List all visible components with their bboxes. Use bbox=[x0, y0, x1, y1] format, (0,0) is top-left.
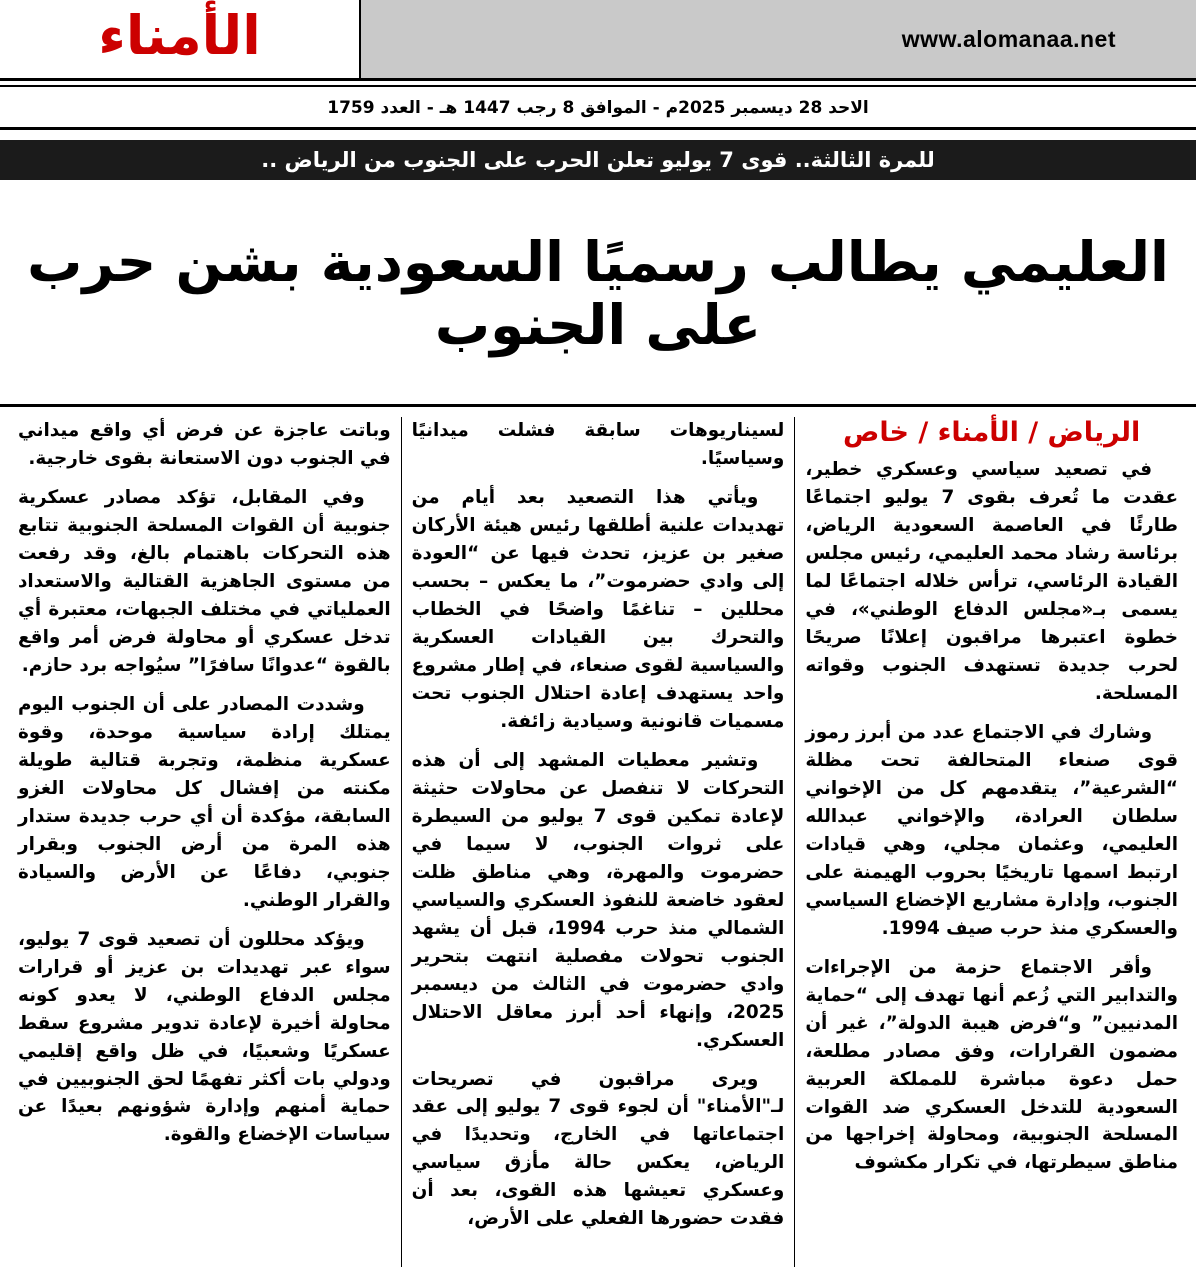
newspaper-logo: الأمناء bbox=[98, 4, 261, 67]
paragraph: وشددت المصادر على أن الجنوب اليوم يمتلك إرادة سياسية موحدة، وقوة عسكرية منظمة، وتجربة قتالية طويلة مكنته من إفشال كل محاولات الغزو السابقة، مؤكدة أن أي حرب جديدة ستدار هذه المرة من أرض الجنوب وبقرار جنوبي، دفاعًا عن الأرض والسيادة والقرار الوطني. bbox=[17, 693, 391, 911]
paragraph: ويؤكد محللون أن تصعيد قوى 7 يوليو، سواء عبر تهديدات بن عزيز أو قرارات مجلس الدفاع الوطني، لا يعدو كونه محاولة أخيرة لإعادة تدوير مشروع سقط عسكريًا وشعبيًا، في ظل واقع إقليمي ودولي بات أكثر تفهمًا لحق الجنوبيين في حماية أمنهم وإدارة شؤونهم بعيدًا عن سياسات الإخضاع والقوة. bbox=[17, 928, 391, 1146]
dateline-rule bbox=[0, 127, 1196, 130]
masthead-logo-area bbox=[0, 0, 359, 78]
column-middle bbox=[402, 417, 795, 1267]
page-title: العليمي يطالب رسميًا السعودية بشن حرب على الجنوب bbox=[27, 229, 1169, 358]
paragraph: وفي المقابل، تؤكد مصادر عسكرية جنوبية أن القوات المسلحة الجنوبية تتابع هذه التحركات باهتمام بالغ، وقد رفعت من مستوى الجاهزية القتالية والاستعداد العملياتي في مختلف الجبهات، معتبرة أي تدخل عسكري أو محاولة فرض أمر واقع بالقوة “عدوانًا سافرًا” سيُواجه برد حازم. bbox=[17, 487, 391, 676]
paragraph: ويأتي هذا التصعيد بعد أيام من تهديدات علنية أطلقها رئيس هيئة الأركان صغير بن عزيز، تحدث فيها عن “العودة إلى وادي حضرموت”، ما يعكس – بحسب محللين – تناغمًا واضحًا في الخطاب والتحرك بين القيادات العسكرية والسياسية لقوى صنعاء، في إطار مشروع واحد يستهدف إعادة احتلال الجنوب تحت مسميات قانونية وسيادية زائفة. bbox=[411, 487, 785, 732]
paragraph: في تصعيد سياسي وعسكري خطير، عقدت ما تُعرف بقوى 7 يوليو اجتماعًا طارئًا في العاصمة السعودية الرياض، برئاسة رشاد محمد العليمي، رئيس مجلس القيادة الرئاسي، ترأس خلاله اجتماعًا لما يسمى بـ«مجلس الدفاع الوطني»، في خطوة اعتبرها مراقبون إعلانًا صريحًا لحرب جديدة تستهدف الجنوب وقواته المسلحة. bbox=[805, 459, 1179, 704]
paragraph: وباتت عاجزة عن فرض أي واقع ميداني في الجنوب دون الاستعانة بقوى خارجية. bbox=[17, 420, 391, 470]
dateline: الاحد 28 ديسمبر 2025م - الموافق 8 رجب 1447 هـ - العدد 1759 bbox=[327, 98, 869, 118]
masthead bbox=[0, 0, 1196, 81]
column-right bbox=[795, 417, 1188, 1267]
masthead-url-band bbox=[359, 0, 1196, 78]
paragraph: وتشير معطيات المشهد إلى أن هذه التحركات لا تنفصل عن محاولات حثيثة لإعادة تمكين قوى 7 يوليو من السيطرة على ثروات الجنوب، لا سيما في حضرموت والمهرة، وهي مناطق ظلت لعقود خاضعة للنفوذ العسكري والسياسي الشمالي منذ حرب 1994، قبل أن يشهد الجنوب تحولات مفصلية انتهت بتحرير وادي حضرموت في الثالث من ديسمبر 2025، وإنهاء أحد أبرز معاقل الاحتلال العسكري. bbox=[411, 749, 785, 1051]
paragraph: ويرى مراقبون في تصريحات لـ"الأمناء" أن لجوء قوى 7 يوليو إلى عقد اجتماعاتها في الخارج، وتحديدًا في الرياض، يعكس حالة مأزق سياسي وعسكري تعيشها هذه القوى، بعد أن فقدت حضورها الفعلي على الأرض، bbox=[411, 1068, 785, 1230]
column-left bbox=[8, 417, 401, 1267]
kicker-bar: للمرة الثالثة.. قوى 7 يوليو تعلن الحرب على الجنوب من الرياض .. bbox=[0, 140, 1196, 180]
paragraph: وأقر الاجتماع حزمة من الإجراءات والتدابير التي زُعم أنها تهدف إلى “حماية المدنيين” و“فرض هيبة الدولة”، غير أن مضمون القرارات، وفق مصادر مطلعة، حمل دعوة مباشرة للمملكة العربية السعودية للتدخل العسكري ضد القوات المسلحة الجنوبية، ومحاولة إخراجها من مناطق سيطرتها، في تكرار مكشوف bbox=[805, 956, 1178, 1174]
article-body bbox=[0, 407, 1196, 1267]
paragraph: وشارك في الاجتماع عدد من أبرز رموز قوى صنعاء المتحالفة تحت مظلة “الشرعية”، يتقدمهم كل من الإخواني سلطان العرادة، والإخواني عبدالله العليمي، وعثمان مجلي، وهي قيادات ارتبط اسمها تاريخيًا بحروب الهيمنة على الجنوب، وإدارة مشاريع الإخضاع السياسي والعسكري منذ حرب صيف 1994. bbox=[805, 721, 1178, 939]
site-url[interactable]: www.alomanaa.net bbox=[901, 25, 1116, 52]
paragraph: لسيناريوهات سابقة فشلت ميدانيًا وسياسيًا. bbox=[411, 420, 785, 470]
byline: الرياض / الأمناء / خاص bbox=[843, 417, 1141, 449]
